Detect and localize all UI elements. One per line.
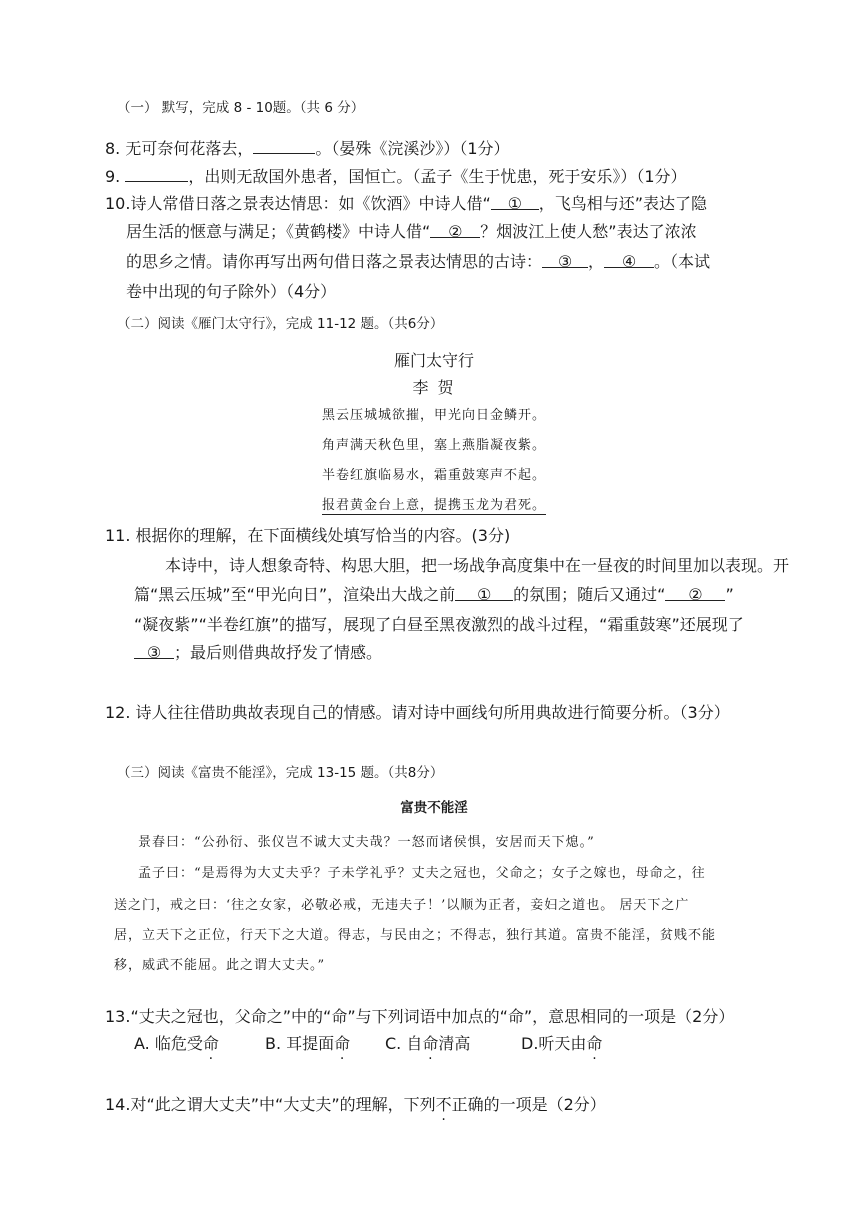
q11-line-2 (134, 584, 734, 606)
q10-blank-2[interactable]: ② (430, 221, 480, 238)
essay-title: 富贵不能淫 (400, 800, 468, 816)
q11-line-1: 本诗中，诗人想象奇特、构思大胆，把一场战争高度集中在一昼夜的时间里加以表现。开 (165, 556, 790, 575)
q10-text: 。（本试 (654, 252, 711, 271)
q13-option-d[interactable] (521, 1033, 602, 1055)
q11-blank-2[interactable]: ② (665, 584, 725, 601)
q11-text: ；最后则借典故抒发了情感。 (174, 643, 383, 662)
option-text: C. 自 (385, 1034, 423, 1053)
q10-text: ？烟波江上使人愁”表达了浓浓 (480, 222, 697, 241)
essay-paragraph-2-line-1: 孟子曰：“是焉得为大丈夫乎？子未学礼乎？丈夫之冠也，父命之；女子之嫁也，母命之，往 (138, 866, 706, 881)
q8-answer-blank[interactable] (253, 137, 315, 154)
poem-author: 李 贺 (412, 378, 456, 397)
q14-text: 正确的一项是（2分） (451, 1095, 606, 1114)
q9-number: 9. (105, 167, 126, 186)
q10-blank-3[interactable]: ③ (542, 251, 588, 268)
q11-blank-3[interactable]: ③ (134, 642, 174, 659)
q10-text: ，飞鸟相与还”表达了隐 (538, 194, 708, 213)
question-10-line-4: 卷中出现的句子除外）（4分） (126, 282, 337, 301)
q10-blank-1[interactable]: ① (491, 193, 539, 210)
underlined-verse: 报君黄金台上意，提携玉龙为君死。 (321, 498, 546, 513)
q9-text: ，出则无敌国外患者，国恒亡。（孟子《生于忧患，死于安乐》）（1分） (188, 167, 687, 186)
question-10-line-2 (126, 221, 697, 243)
q14-text: 14.对“此之谓大丈夫”中“大丈夫”的理解，下列 (105, 1095, 436, 1114)
q13-option-b[interactable] (265, 1033, 385, 1055)
section-3-heading: （三）阅读《富贵不能淫》，完成 13-15 题。（共8分） (117, 765, 444, 781)
question-8 (105, 137, 510, 160)
dotted-char: 命 (422, 1034, 439, 1053)
poem-line-4-underlined (0, 496, 868, 516)
q10-text: 的思乡之情。请你再写出两句借日落之景表达情思的古诗： (126, 252, 543, 271)
q10-text: ， (588, 252, 605, 271)
q9-answer-blank[interactable] (125, 165, 188, 182)
q10-text: 10.诗人常借日落之景表达情思：如《饮酒》中诗人借“ (105, 194, 491, 213)
question-9 (105, 165, 687, 188)
poem-line-2: 角声满天秋色里，塞上燕脂凝夜紫。 (321, 438, 546, 453)
option-text: A. 临危受 (134, 1034, 203, 1053)
option-text: 清高 (438, 1034, 471, 1053)
section-2-heading: （二）阅读《雁门太守行》，完成 11-12 题。（共6分） (117, 316, 444, 332)
q8-prompt: 8. 无可奈何花落去， (105, 139, 254, 158)
q11-text: ” (725, 585, 734, 604)
q10-blank-4[interactable]: ④ (604, 251, 654, 268)
question-10-line-1 (105, 193, 707, 215)
poem-title: 雁门太守行 (393, 351, 474, 370)
dotted-char: 命 (586, 1034, 603, 1053)
q10-text: 居生活的惬意与满足；《黄鹤楼》中诗人借“ (126, 222, 431, 241)
dotted-char: 命 (334, 1034, 351, 1053)
q13-option-a[interactable] (134, 1033, 265, 1055)
essay-paragraph-2-line-2: 送之门，戒之曰：‘往之女家，必敬必戒，无违夫子！’以顺为正者，妾妇之道也。 居天下之广 (114, 898, 690, 913)
question-11-heading: 11. 根据你的理解，在下面横线处填写恰当的内容。(3分) (105, 526, 511, 545)
q11-line-3: “凝夜紫”“半卷红旗”的描写，展现了白昼至黑夜激烈的战斗过程，“霜重鼓寒”还展现了 (134, 615, 744, 634)
essay-paragraph-2-line-4: 移，威武不能屈。此之谓大丈夫。” (114, 958, 326, 973)
question-14 (105, 1094, 606, 1116)
dotted-char: 命 (202, 1034, 219, 1053)
poem-line-3: 半卷红旗临易水，霜重鼓寒声不起。 (321, 468, 546, 483)
question-12: 12. 诗人往往借助典故表现自己的情感。请对诗中画线句所用典故进行简要分析。（3分） (105, 703, 730, 722)
question-13: 13.“丈夫之冠也，父命之”中的“命”与下列词语中加点的“命”，意思相同的一项是（2分） (105, 1007, 735, 1026)
q13-option-c[interactable] (385, 1033, 521, 1055)
poem-line-1: 黑云压城城欲摧，甲光向日金鳞开。 (321, 408, 546, 423)
q11-text: 的氛围；随后又通过“ (513, 585, 666, 604)
option-text: D.听天由 (521, 1034, 587, 1053)
section-1-heading: （一） 默写，完成 8 - 10题。（共 6 分） (117, 100, 365, 116)
option-text: B. 耳提面 (265, 1034, 335, 1053)
dotted-char: 不 (435, 1095, 452, 1114)
essay-paragraph-1: 景春曰：“公孙衍、张仪岂不诚大丈夫哉？一怒而诸侯惧，安居而天下熄。” (138, 835, 595, 850)
q11-line-4 (134, 642, 382, 664)
q11-blank-1[interactable]: ① (455, 584, 513, 601)
question-10-line-3 (126, 251, 710, 273)
essay-paragraph-2-line-3: 居，立天下之正位，行天下之大道。得志，与民由之；不得志，独行其道。富贵不能淫，贫贱不能 (114, 928, 717, 943)
q13-options (134, 1033, 602, 1055)
q11-text: 篇“黑云压城”至“甲光向日”，渲染出大战之前 (134, 585, 456, 604)
q8-source: 。（晏殊《浣溪沙》）（1分） (315, 139, 510, 158)
